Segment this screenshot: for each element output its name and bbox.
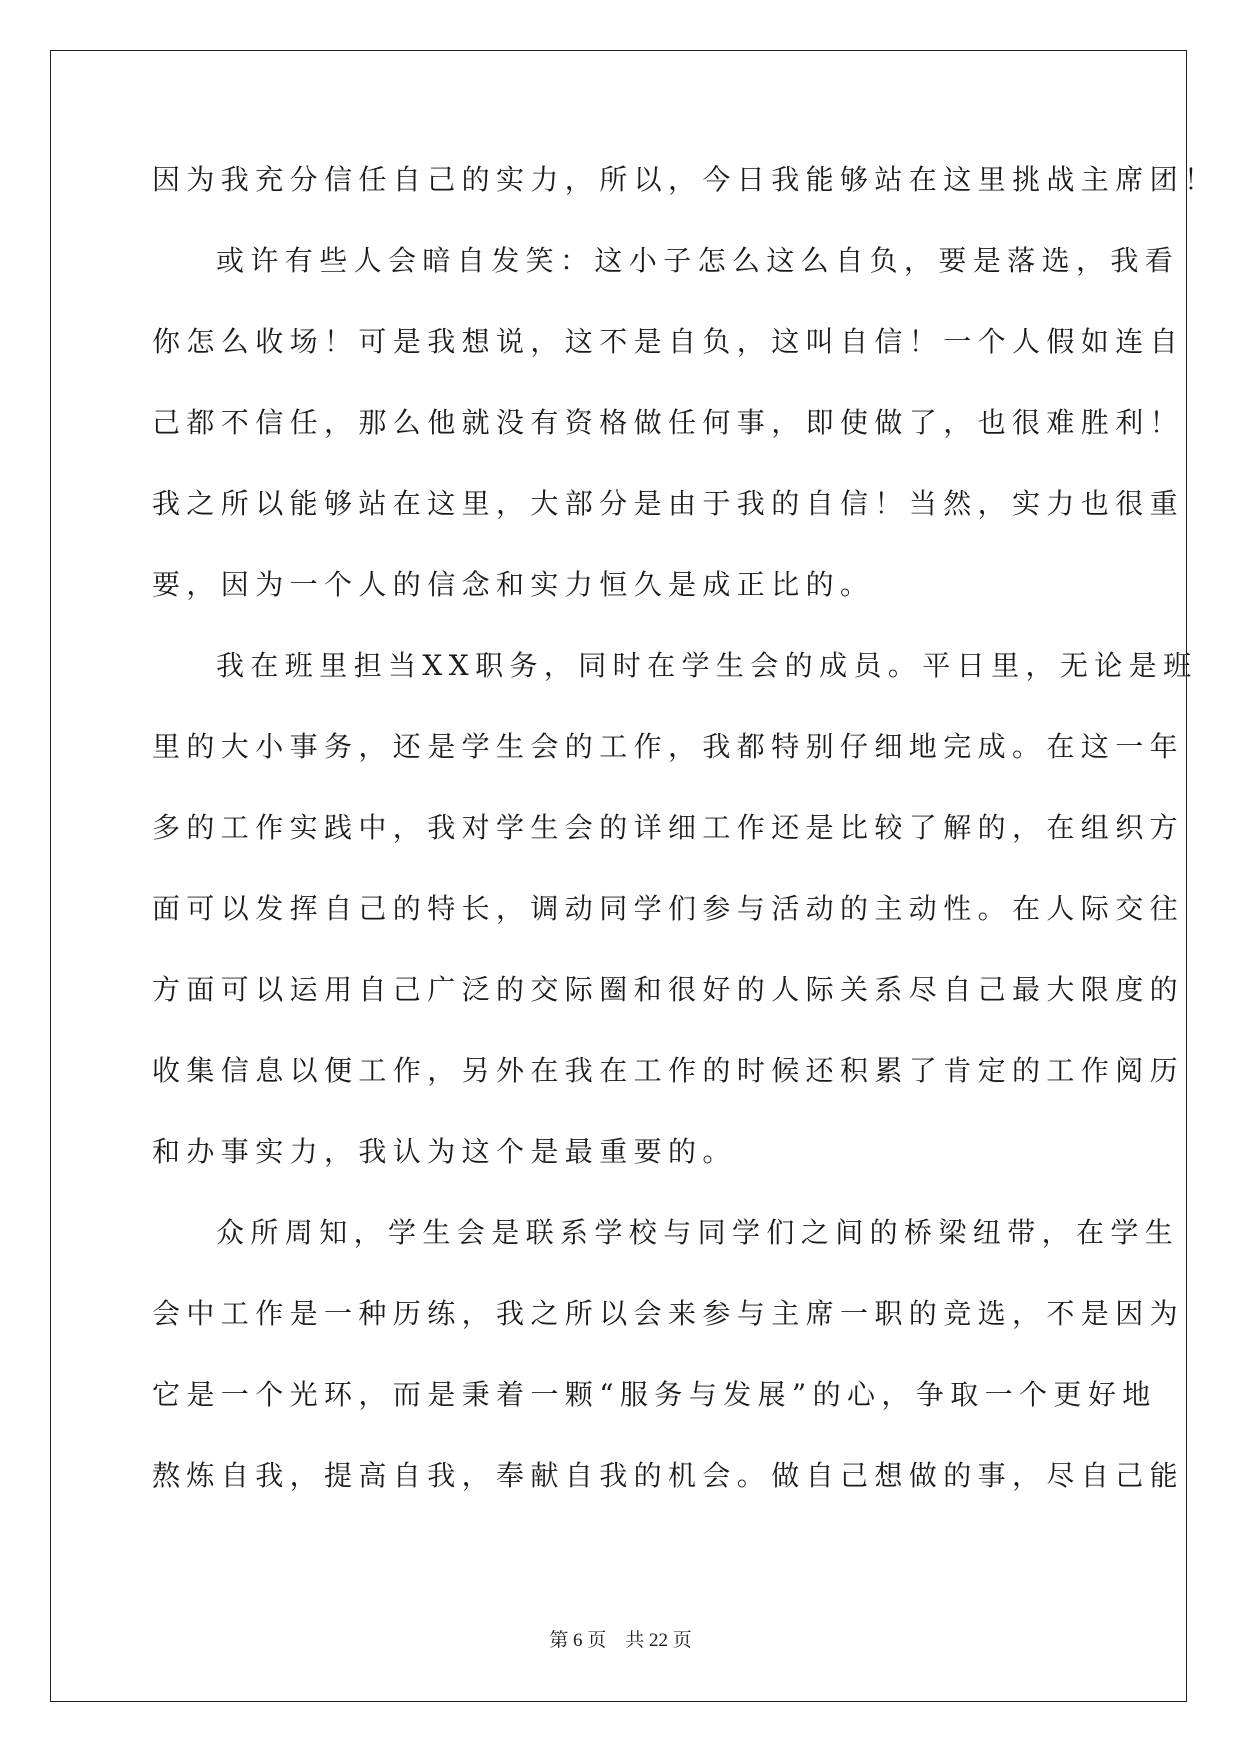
text-line: 要，因为一个人的信念和实力恒久是成正比的。 [152,568,875,601]
text-line: 我之所以能够站在这里，大部分是由于我的自信！当然，实力也很重 [152,487,1185,520]
text-line: 它是一个光环，而是秉着一颗“服务与发展”的心，争取一个更好地 [152,1378,1157,1411]
document-body [152,160,1219,1537]
paragraph-first-line: 或许有些人会暗自发笑：这小子怎么这么自负，要是落选，我看 [216,244,1180,277]
paragraph-first-line: 众所周知，学生会是联系学校与同学们之间的桥梁纽带，在学生 [216,1216,1180,1249]
text-line: 收集信息以便工作，另外在我在工作的时候还积累了肯定的工作阅历 [152,1054,1185,1087]
text-line: 己都不信任，那么他就没有资格做任何事，即使做了，也很难胜利！ [152,406,1185,439]
text-line: 方面可以运用自己广泛的交际圈和很好的人际关系尽自己最大限度的 [152,973,1185,1006]
text-line: 和办事实力，我认为这个是最重要的。 [152,1135,737,1168]
text-line: 会中工作是一种历练，我之所以会来参与主席一职的竞选，不是因为 [152,1297,1185,1330]
text-line: 里的大小事务，还是学生会的工作，我都特别仔细地完成。在这一年 [152,730,1185,763]
text-line: 你怎么收场！可是我想说，这不是自负，这叫自信！一个人假如连自 [152,325,1185,358]
text-line: 多的工作实践中，我对学生会的详细工作还是比较了解的，在组织方 [152,811,1185,844]
paragraph-first-line: 我在班里担当XX职务，同时在学生会的成员。平日里，无论是班 [216,649,1198,682]
text-line: 熬炼自我，提高自我，奉献自我的机会。做自己想做的事，尽自己能 [152,1459,1185,1492]
page-number-footer: 第 6 页 共 22 页 [549,1630,692,1651]
text-line: 因为我充分信任自己的实力，所以，今日我能够站在这里挑战主席团！ [152,163,1219,196]
text-line: 面可以发挥自己的特长，调动同学们参与活动的主动性。在人际交往 [152,892,1185,925]
